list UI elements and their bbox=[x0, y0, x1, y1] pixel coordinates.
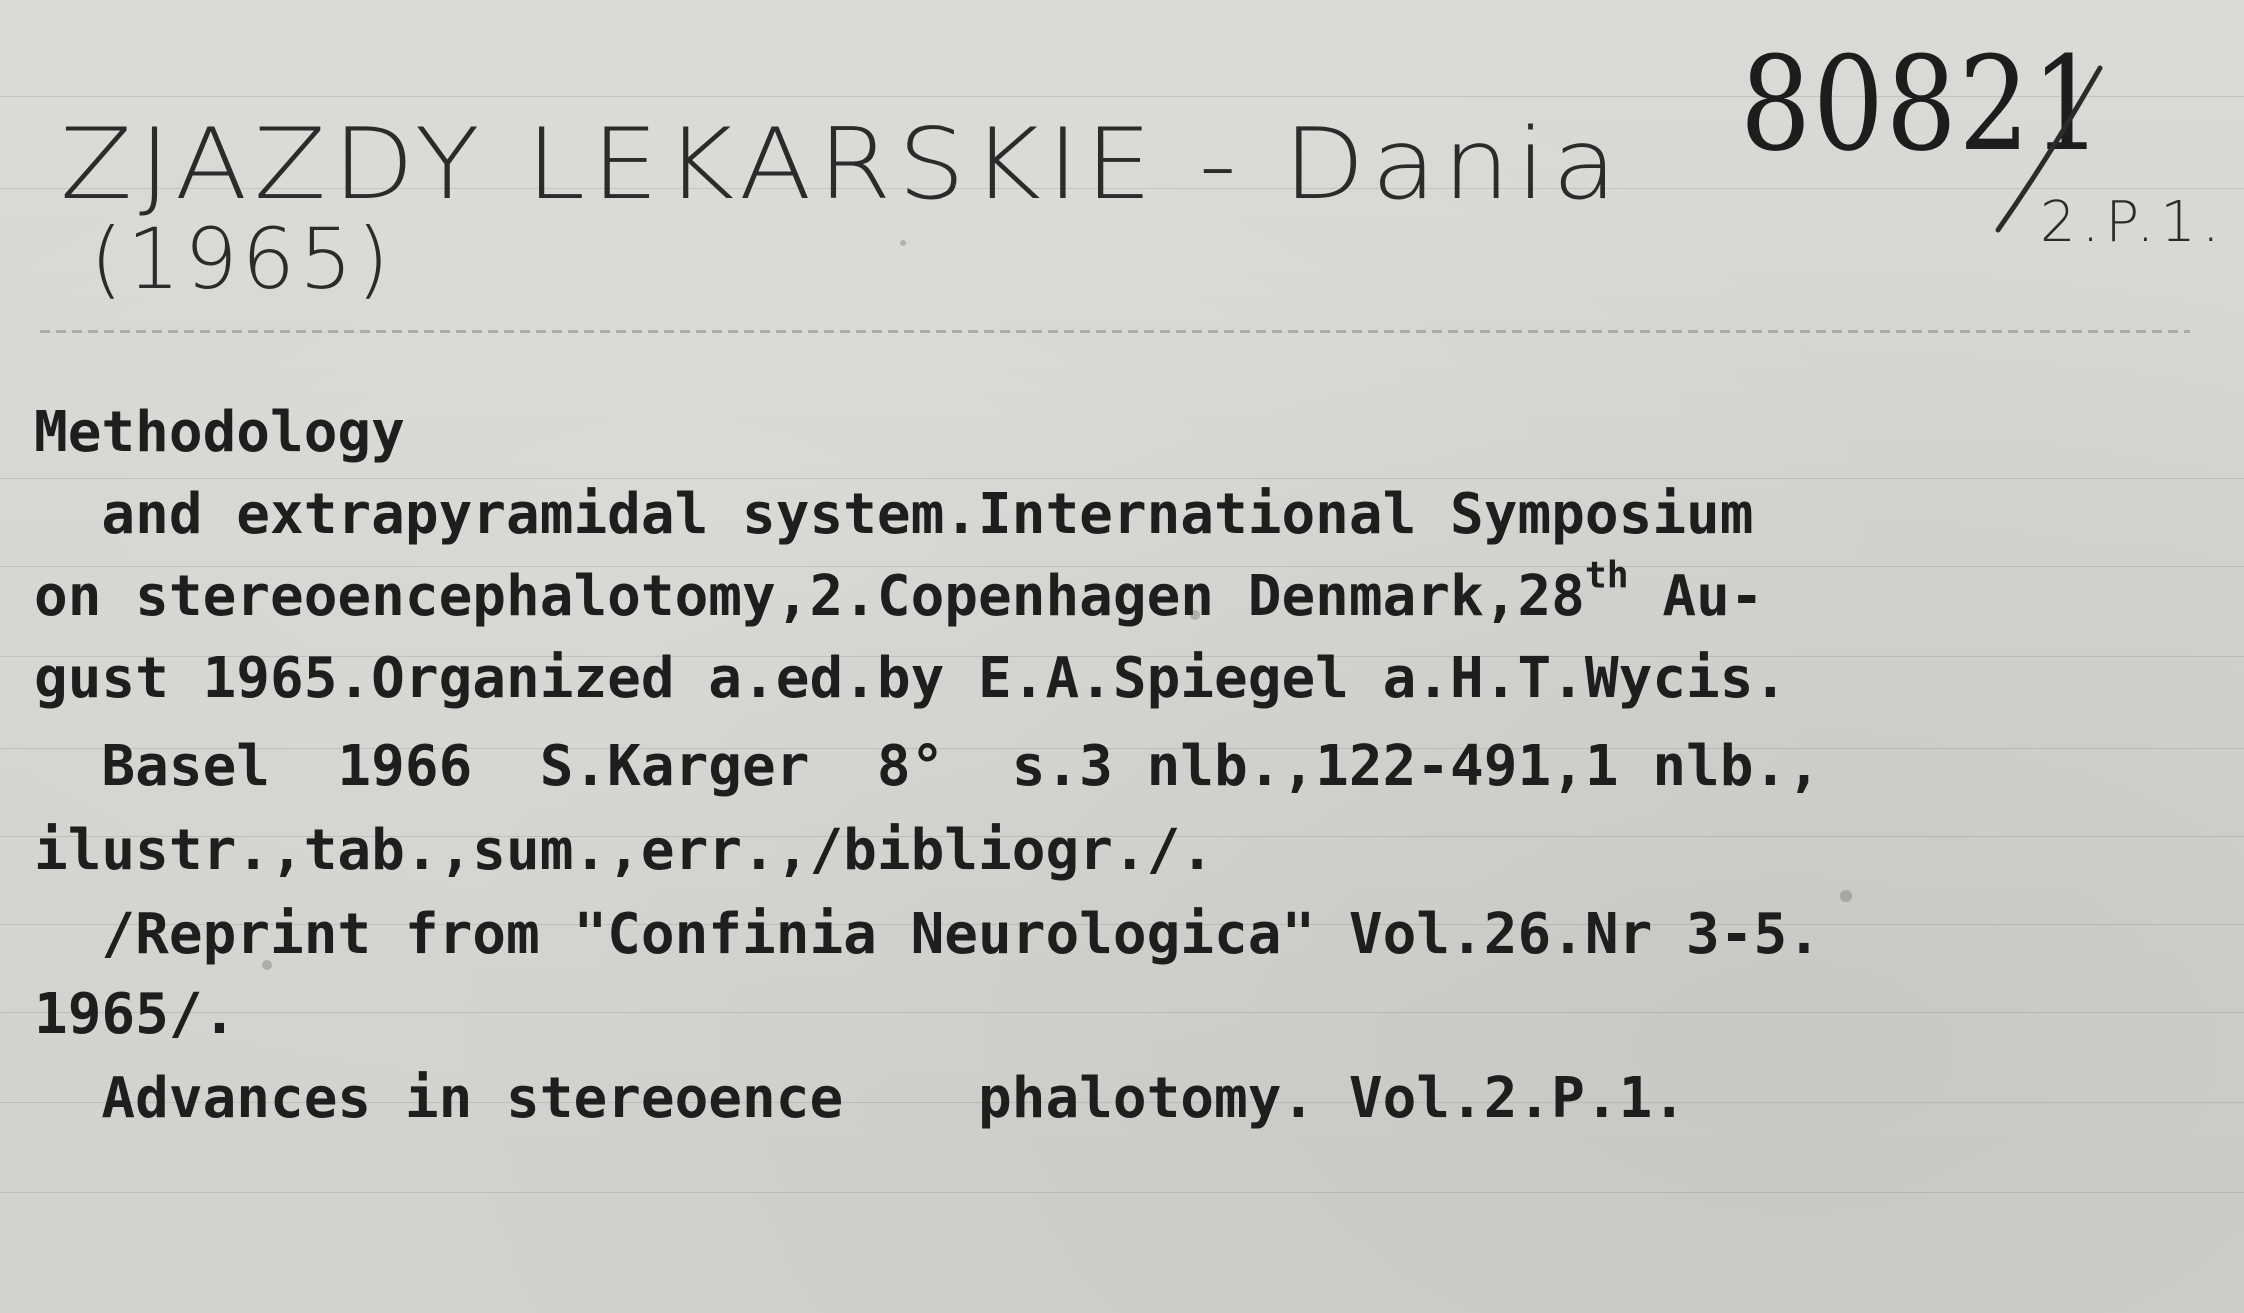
paper-speck bbox=[1190, 610, 1200, 620]
entry-line: gust 1965.Organized a.ed.by E.A.Spiegel a.H.T.Wycis. bbox=[34, 646, 1788, 711]
card-rule bbox=[0, 1192, 2244, 1193]
paper-speck bbox=[900, 240, 906, 246]
catalog-number: 80821 bbox=[1740, 28, 2105, 180]
card-rule bbox=[0, 478, 2244, 479]
entry-line: 1965/. bbox=[34, 982, 237, 1047]
catalog-subnumber: 2.P.1. bbox=[2040, 190, 2226, 255]
card-rule bbox=[0, 1012, 2244, 1013]
entry-line: Advances in stereoence phalotomy. Vol.2.P.1. bbox=[34, 1066, 1687, 1131]
ordinal-superscript: th bbox=[1584, 553, 1629, 597]
card-rule-dotted bbox=[40, 330, 2190, 333]
entry-line: Basel 1966 S.Karger 8° s.3 nlb.,122-491,1 nlb., bbox=[34, 734, 1821, 799]
entry-line bbox=[34, 553, 1764, 629]
subject-year: (1965) bbox=[90, 210, 394, 308]
title-start: Methodology bbox=[34, 400, 405, 465]
entry-line: and extrapyramidal system.International Symposium bbox=[34, 482, 1754, 547]
subject-heading: ZJAZDY LEKARSKIE - Dania bbox=[60, 108, 1624, 222]
entry-line: /Reprint from "Confinia Neurologica" Vol.26.Nr 3-5. bbox=[34, 902, 1821, 967]
entry-line-tail: Au- bbox=[1628, 564, 1764, 629]
entry-line: ilustr.,tab.,sum.,err.,/bibliogr./. bbox=[34, 818, 1215, 883]
entry-line-text: on stereoencephalotomy,2.Copenhagen Denmark,28 bbox=[34, 564, 1585, 629]
paper-speck bbox=[1840, 890, 1852, 902]
paper-speck bbox=[262, 960, 272, 970]
